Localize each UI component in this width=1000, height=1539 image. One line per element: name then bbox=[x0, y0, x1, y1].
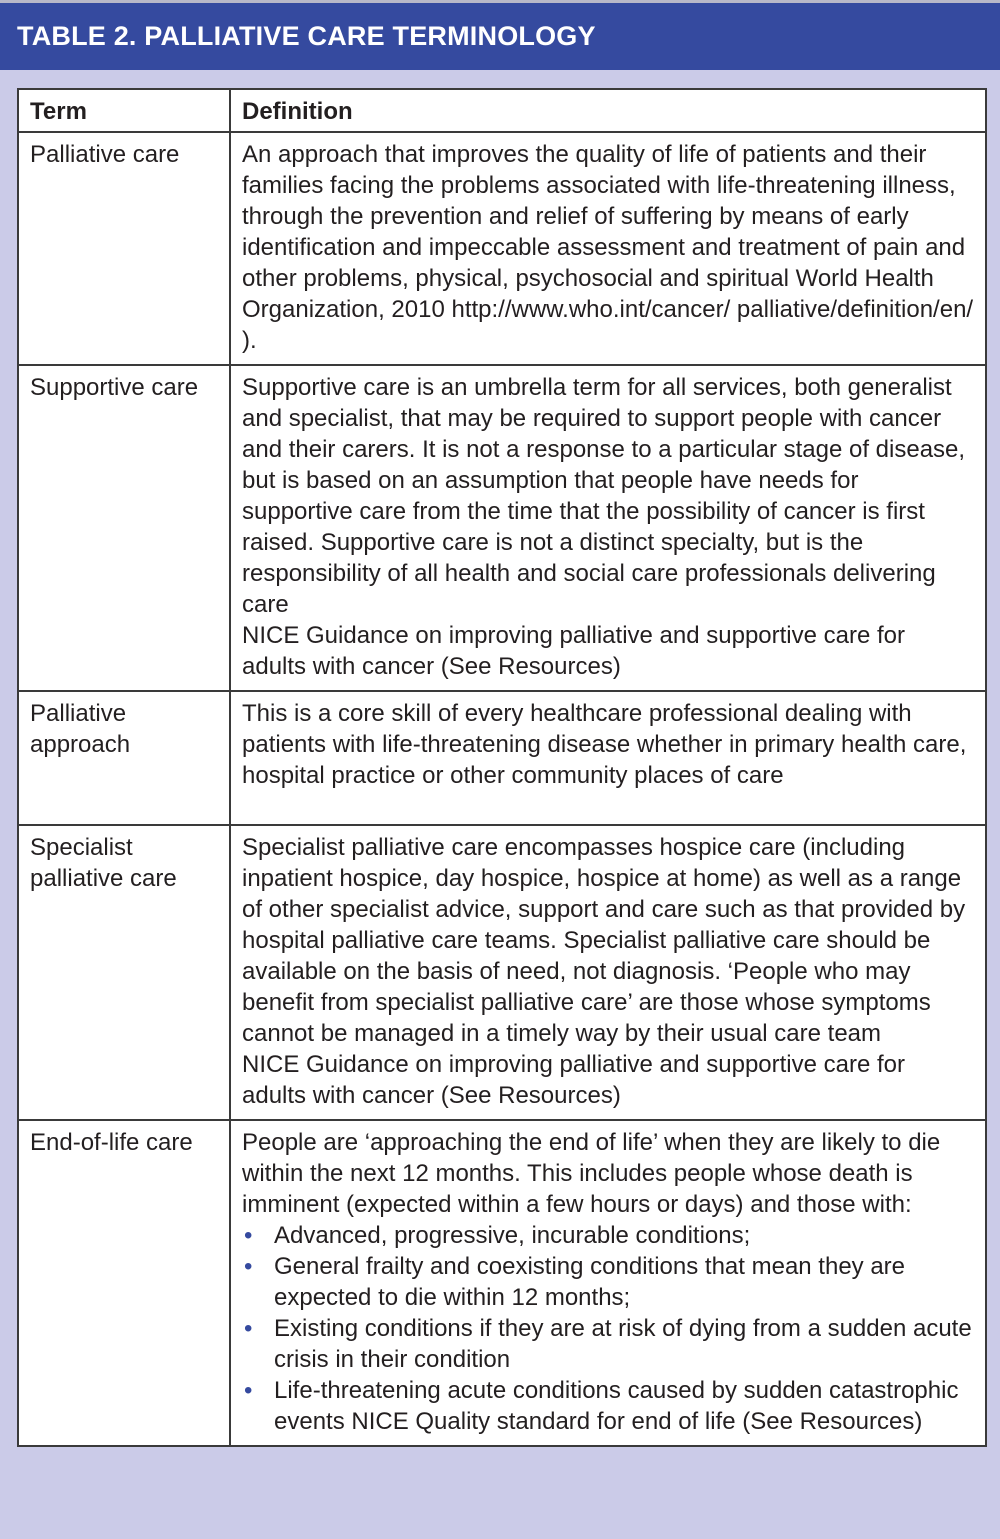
definition-cell bbox=[230, 365, 986, 691]
table-row bbox=[18, 1120, 986, 1446]
bullet-icon: • bbox=[244, 1253, 253, 1280]
bullet-text: Life-threatening acute conditions caused by sudden catastrophic events NICE Quality standard for end of life (See Resources) bbox=[274, 1377, 959, 1435]
definition-source: NICE Guidance on improving palliative and supportive care for adults with cancer (See Resources) bbox=[242, 1051, 906, 1109]
table-row bbox=[18, 825, 986, 1120]
term-cell: Supportive care bbox=[18, 365, 230, 691]
table-row bbox=[18, 691, 986, 825]
term-cell: End-of-life care bbox=[18, 1120, 230, 1446]
bullet-text: General frailty and coexisting conditions that mean they are expected to die within 12 months; bbox=[274, 1253, 906, 1311]
definition-cell bbox=[230, 1120, 986, 1446]
term-cell: Specialist palliative care bbox=[18, 825, 230, 1120]
bullet-item bbox=[242, 1313, 975, 1375]
bullet-icon: • bbox=[244, 1377, 253, 1404]
definition-text: An approach that improves the quality of life of patients and their families facing the problems associated with life-threatening illness, through the prevention and relief of suffering by means of early identification and impeccable assessment and treatment of pain and other problems, physical, psychosocial and spiritual World Health Organization, 2010 http://www.who.int/cancer/ palliative/definition/en/ ). bbox=[242, 141, 974, 354]
table-row bbox=[18, 132, 986, 365]
table-title: TABLE 2. PALLIATIVE CARE TERMINOLOGY bbox=[17, 21, 596, 51]
column-header-definition: Definition bbox=[230, 89, 986, 132]
definition-text: This is a core skill of every healthcare professional dealing with patients with life-threatening disease whether in primary health care, hospital practice or other community places of care bbox=[242, 700, 967, 789]
definition-cell bbox=[230, 691, 986, 825]
table-header-row bbox=[18, 89, 986, 132]
bullet-text: Existing conditions if they are at risk of dying from a sudden acute crisis in their condition bbox=[274, 1315, 972, 1373]
column-header-term: Term bbox=[18, 89, 230, 132]
table-row bbox=[18, 365, 986, 691]
table-title-bar bbox=[0, 3, 1000, 70]
term-cell: Palliative care bbox=[18, 132, 230, 365]
definition-cell bbox=[230, 132, 986, 365]
bullet-list bbox=[242, 1220, 975, 1437]
definition-cell bbox=[230, 825, 986, 1120]
definition-text: Specialist palliative care encompasses hospice care (including inpatient hospice, day hospice, hospice at home) as well as a range of other specialist advice, support and care such as that provided by hospital palliative care teams. Specialist palliative care should be available on the basis of need, not diagnosis. ‘People who may benefit from specialist palliative care’ are those whose symptoms cannot be managed in a timely way by their usual care team bbox=[242, 834, 966, 1047]
definition-text: People are ‘approaching the end of life’ when they are likely to die within the next 12 months. This includes people whose death is imminent (expected within a few hours or days) and those with: bbox=[242, 1129, 941, 1218]
definition-text: Supportive care is an umbrella term for all services, both generalist and specialist, that may be required to support people with cancer and their carers. It is not a response to a particular stage of disease, but is based on an assumption that people have needs for supportive care from the time that the possibility of cancer is first raised. Supportive care is not a distinct specialty, but is the responsibility of all health and social care professionals delivering care bbox=[242, 374, 966, 618]
term-cell: Palliative approach bbox=[18, 691, 230, 825]
bullet-text: Advanced, progressive, incurable conditions; bbox=[274, 1222, 751, 1249]
bullet-icon: • bbox=[244, 1222, 253, 1249]
bullet-item bbox=[242, 1251, 975, 1313]
bullet-item bbox=[242, 1375, 975, 1437]
definition-source: NICE Guidance on improving palliative and supportive care for adults with cancer (See Resources) bbox=[242, 622, 906, 680]
terminology-table bbox=[17, 88, 987, 1447]
bullet-icon: • bbox=[244, 1315, 253, 1342]
bullet-item bbox=[242, 1220, 975, 1251]
